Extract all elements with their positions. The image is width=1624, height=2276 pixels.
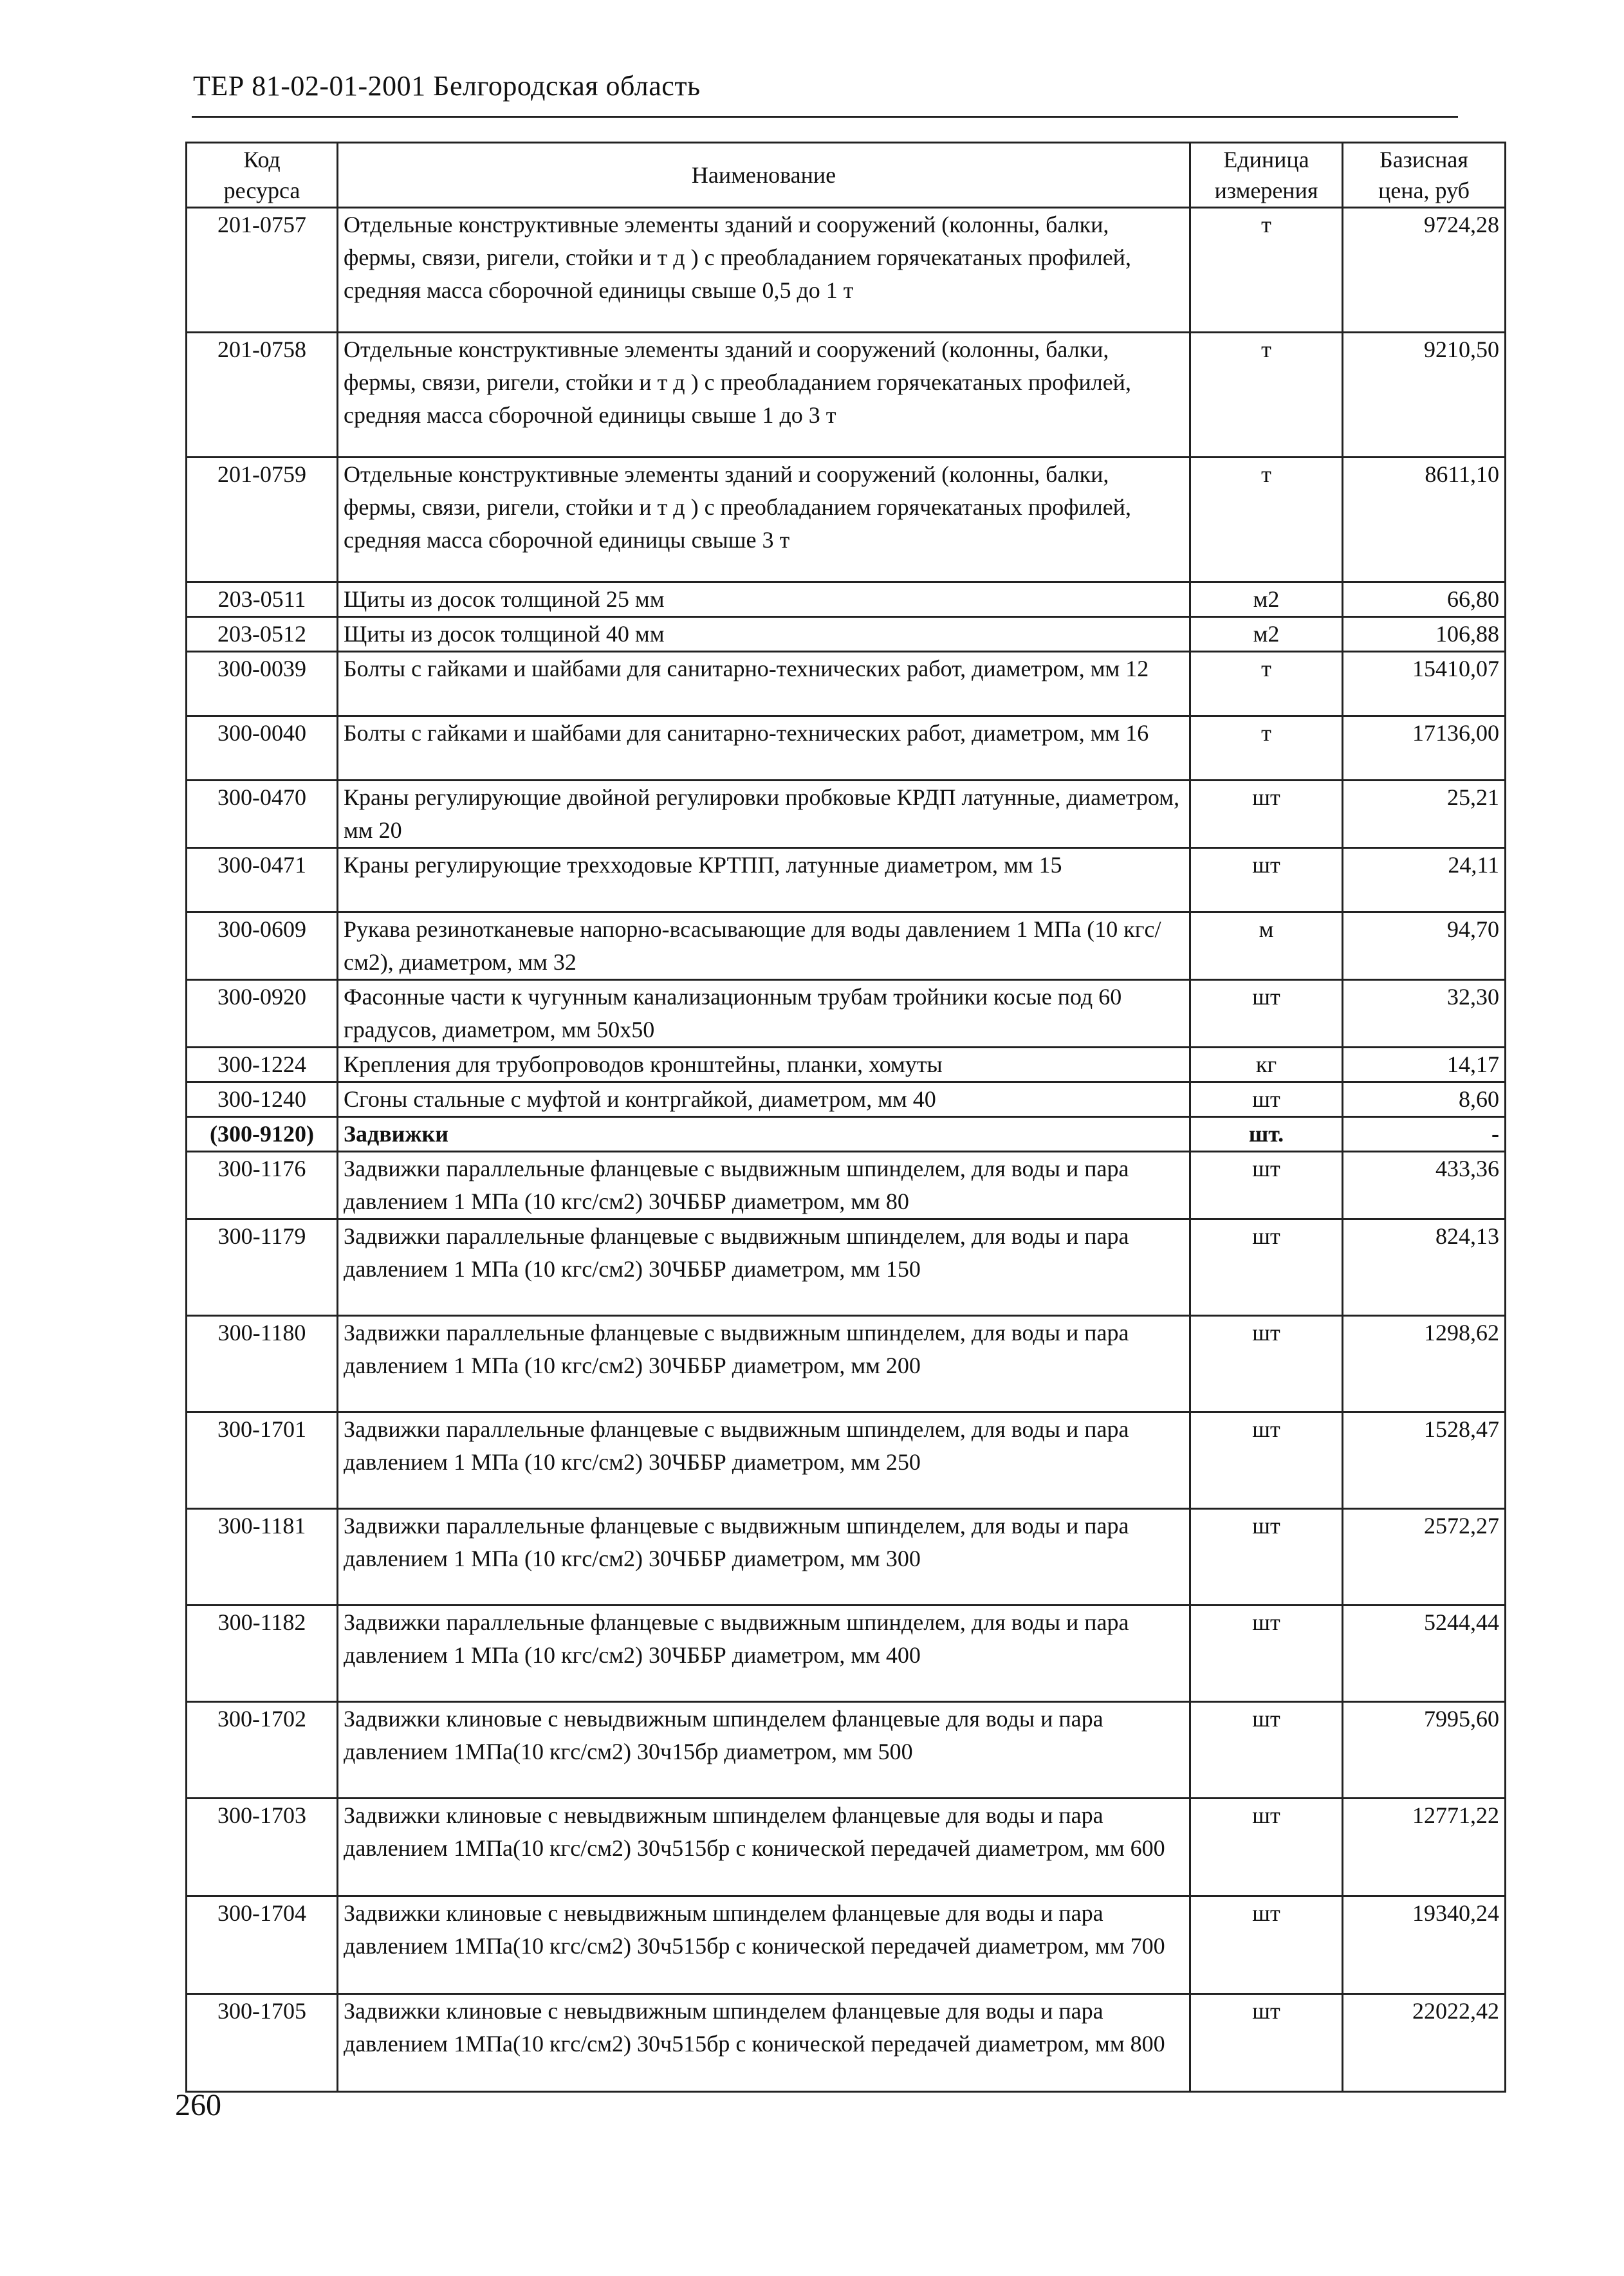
row-unit: т xyxy=(1190,652,1343,716)
row-name: Крепления для трубопроводов кронштейны, планки, хомуты xyxy=(338,1048,1190,1082)
table-row xyxy=(187,980,1506,1048)
column-header-unit-line-2: измерения xyxy=(1214,178,1318,203)
table-row xyxy=(187,1702,1506,1799)
row-price: 7995,60 xyxy=(1343,1702,1506,1799)
row-name: Болты с гайками и шайбами для санитарно-технических работ, диаметром, мм 16 xyxy=(338,716,1190,781)
row-code: 201-0758 xyxy=(187,333,338,458)
table-row xyxy=(187,1152,1506,1219)
table-row xyxy=(187,458,1506,582)
row-price: 9724,28 xyxy=(1343,208,1506,333)
row-unit: т xyxy=(1190,716,1343,781)
table-row xyxy=(187,617,1506,652)
row-price: 8611,10 xyxy=(1343,458,1506,582)
row-code: 203-0512 xyxy=(187,617,338,652)
row-unit: шт xyxy=(1190,1799,1343,1896)
row-unit: шт xyxy=(1190,1316,1343,1412)
row-price: 15410,07 xyxy=(1343,652,1506,716)
price-table xyxy=(185,142,1506,2093)
row-code: 300-1224 xyxy=(187,1048,338,1082)
table-row xyxy=(187,333,1506,458)
table-row xyxy=(187,1048,1506,1082)
row-unit: шт xyxy=(1190,1605,1343,1702)
row-name: Щиты из досок толщиной 40 мм xyxy=(338,617,1190,652)
row-price: 1528,47 xyxy=(1343,1412,1506,1509)
column-header-code-line-1: Код xyxy=(243,147,281,172)
column-header-code xyxy=(187,143,338,208)
row-price: 24,11 xyxy=(1343,848,1506,912)
row-price: 19340,24 xyxy=(1343,1896,1506,1994)
row-name: Болты с гайками и шайбами для санитарно-технических работ, диаметром, мм 12 xyxy=(338,652,1190,716)
table-row xyxy=(187,848,1506,912)
row-code: 300-1702 xyxy=(187,1702,338,1799)
column-header-unit xyxy=(1190,143,1343,208)
row-price: - xyxy=(1343,1117,1506,1152)
row-code: 203-0511 xyxy=(187,582,338,617)
row-price: 25,21 xyxy=(1343,781,1506,848)
row-code: 300-1180 xyxy=(187,1316,338,1412)
row-price: 9210,50 xyxy=(1343,333,1506,458)
column-header-name: Наименование xyxy=(338,143,1190,208)
row-name: Задвижки параллельные фланцевые с выдвижным шпинделем, для воды и пара давлением 1 МПа (10 кгс/см2) 30ЧББР диаметром, мм 200 xyxy=(338,1316,1190,1412)
row-unit: шт xyxy=(1190,1082,1343,1117)
row-unit: м2 xyxy=(1190,582,1343,617)
row-code: 300-1703 xyxy=(187,1799,338,1896)
row-unit: шт xyxy=(1190,781,1343,848)
column-header-unit-line-1: Единица xyxy=(1223,147,1309,172)
row-unit: м2 xyxy=(1190,617,1343,652)
table-row xyxy=(187,1799,1506,1896)
row-unit: м xyxy=(1190,912,1343,980)
row-price: 5244,44 xyxy=(1343,1605,1506,1702)
row-price: 2572,27 xyxy=(1343,1509,1506,1605)
table-row xyxy=(187,1509,1506,1605)
row-unit: шт xyxy=(1190,980,1343,1048)
row-code: 300-0470 xyxy=(187,781,338,848)
row-unit: шт xyxy=(1190,1896,1343,1994)
row-name: Отдельные конструктивные элементы зданий и сооружений (колонны, балки, фермы, связи, ригели, стойки и т д ) с преобладанием горячекатаных профилей, средняя масса сборочной единицы свыше 1 до 3 т xyxy=(338,333,1190,458)
column-header-price xyxy=(1343,143,1506,208)
table-row xyxy=(187,1316,1506,1412)
row-unit: шт. xyxy=(1190,1117,1343,1152)
table-body xyxy=(187,208,1506,2092)
table-row xyxy=(187,912,1506,980)
row-name: Задвижки параллельные фланцевые с выдвижным шпинделем, для воды и пара давлением 1 МПа (10 кгс/см2) 30ЧББР диаметром, мм 150 xyxy=(338,1219,1190,1316)
row-price: 22022,42 xyxy=(1343,1994,1506,2092)
row-code: 300-1181 xyxy=(187,1509,338,1605)
row-unit: шт xyxy=(1190,1994,1343,2092)
row-unit: т xyxy=(1190,333,1343,458)
row-price: 12771,22 xyxy=(1343,1799,1506,1896)
row-price: 106,88 xyxy=(1343,617,1506,652)
row-unit: т xyxy=(1190,208,1343,333)
row-unit: шт xyxy=(1190,1702,1343,1799)
row-name: Краны регулирующие двойной регулировки пробковые КРДП латунные, диаметром, мм 20 xyxy=(338,781,1190,848)
row-name: Задвижки параллельные фланцевые с выдвижным шпинделем, для воды и пара давлением 1 МПа (10 кгс/см2) 30ЧББР диаметром, мм 400 xyxy=(338,1605,1190,1702)
row-code: 300-1176 xyxy=(187,1152,338,1219)
table-row xyxy=(187,208,1506,333)
row-price: 17136,00 xyxy=(1343,716,1506,781)
row-code: 300-0920 xyxy=(187,980,338,1048)
row-name: Задвижки параллельные фланцевые с выдвижным шпинделем, для воды и пара давлением 1 МПа (10 кгс/см2) 30ЧББР диаметром, мм 250 xyxy=(338,1412,1190,1509)
row-price: 1298,62 xyxy=(1343,1316,1506,1412)
row-code: 300-0040 xyxy=(187,716,338,781)
table-row-group-heading xyxy=(187,1117,1506,1152)
table-row xyxy=(187,716,1506,781)
page-header-title: ТЕР 81-02-01-2001 Белгородская область xyxy=(193,70,701,102)
row-unit: шт xyxy=(1190,1152,1343,1219)
row-price: 14,17 xyxy=(1343,1048,1506,1082)
row-code: 300-0039 xyxy=(187,652,338,716)
row-price: 8,60 xyxy=(1343,1082,1506,1117)
table-row xyxy=(187,1082,1506,1117)
row-price: 32,30 xyxy=(1343,980,1506,1048)
row-price: 824,13 xyxy=(1343,1219,1506,1316)
row-name: Задвижки клиновые с невыдвижным шпинделем фланцевые для воды и пара давлением 1МПа(10 кгс/см2) 30ч15бр диаметром, мм 500 xyxy=(338,1702,1190,1799)
row-price: 94,70 xyxy=(1343,912,1506,980)
table-row xyxy=(187,1605,1506,1702)
table-row xyxy=(187,1412,1506,1509)
row-code: 300-1179 xyxy=(187,1219,338,1316)
table-row xyxy=(187,652,1506,716)
row-unit: шт xyxy=(1190,1412,1343,1509)
row-code: 300-1701 xyxy=(187,1412,338,1509)
row-code: 201-0759 xyxy=(187,458,338,582)
row-name: Задвижки параллельные фланцевые с выдвижным шпинделем, для воды и пара давлением 1 МПа (10 кгс/см2) 30ЧББР диаметром, мм 300 xyxy=(338,1509,1190,1605)
row-unit: шт xyxy=(1190,848,1343,912)
column-header-code-line-2: ресурса xyxy=(223,178,300,203)
row-code: (300-9120) xyxy=(187,1117,338,1152)
row-unit: шт xyxy=(1190,1509,1343,1605)
row-price: 66,80 xyxy=(1343,582,1506,617)
row-code: 300-1705 xyxy=(187,1994,338,2092)
row-unit: кг xyxy=(1190,1048,1343,1082)
row-name: Задвижки параллельные фланцевые с выдвижным шпинделем, для воды и пара давлением 1 МПа (10 кгс/см2) 30ЧББР диаметром, мм 80 xyxy=(338,1152,1190,1219)
row-name: Отдельные конструктивные элементы зданий и сооружений (колонны, балки, фермы, связи, ригели, стойки и т д ) с преобладанием горячекатаных профилей, средняя масса сборочной единицы свыше 0,5 до 1 т xyxy=(338,208,1190,333)
row-name: Сгоны стальные с муфтой и контргайкой, диаметром, мм 40 xyxy=(338,1082,1190,1117)
row-price: 433,36 xyxy=(1343,1152,1506,1219)
page-number: 260 xyxy=(175,2088,221,2122)
row-name: Задвижки клиновые с невыдвижным шпинделем фланцевые для воды и пара давлением 1МПа(10 кгс/см2) 30ч515бр с конической передачей диаметром, мм 700 xyxy=(338,1896,1190,1994)
table-row xyxy=(187,1896,1506,1994)
row-code: 300-1704 xyxy=(187,1896,338,1994)
column-header-price-line-2: цена, руб xyxy=(1378,178,1470,203)
row-code: 300-1240 xyxy=(187,1082,338,1117)
row-unit: т xyxy=(1190,458,1343,582)
row-name: Отдельные конструктивные элементы зданий и сооружений (колонны, балки, фермы, связи, ригели, стойки и т д ) с преобладанием горячекатаных профилей, средняя масса сборочной единицы свыше 3 т xyxy=(338,458,1190,582)
row-code: 300-1182 xyxy=(187,1605,338,1702)
table-row xyxy=(187,582,1506,617)
row-name: Задвижки клиновые с невыдвижным шпинделем фланцевые для воды и пара давлением 1МПа(10 кгс/см2) 30ч515бр с конической передачей диаметром, мм 600 xyxy=(338,1799,1190,1896)
row-unit: шт xyxy=(1190,1219,1343,1316)
table-header-row xyxy=(187,143,1506,208)
column-header-price-line-1: Базисная xyxy=(1379,147,1468,172)
header-divider xyxy=(192,116,1458,118)
table-row xyxy=(187,781,1506,848)
row-name: Задвижки клиновые с невыдвижным шпинделем фланцевые для воды и пара давлением 1МПа(10 кгс/см2) 30ч515бр с конической передачей диаметром, мм 800 xyxy=(338,1994,1190,2092)
table-row xyxy=(187,1994,1506,2092)
table-row xyxy=(187,1219,1506,1316)
row-code: 201-0757 xyxy=(187,208,338,333)
row-name: Краны регулирующие трехходовые КРТПП, латунные диаметром, мм 15 xyxy=(338,848,1190,912)
row-name: Фасонные части к чугунным канализационным трубам тройники косые под 60 градусов, диаметром, мм 50х50 xyxy=(338,980,1190,1048)
row-name: Рукава резинотканевые напорно-всасывающие для воды давлением 1 МПа (10 кгс/см2), диаметром, мм 32 xyxy=(338,912,1190,980)
row-name: Щиты из досок толщиной 25 мм xyxy=(338,582,1190,617)
row-name: Задвижки xyxy=(338,1117,1190,1152)
row-code: 300-0609 xyxy=(187,912,338,980)
row-code: 300-0471 xyxy=(187,848,338,912)
